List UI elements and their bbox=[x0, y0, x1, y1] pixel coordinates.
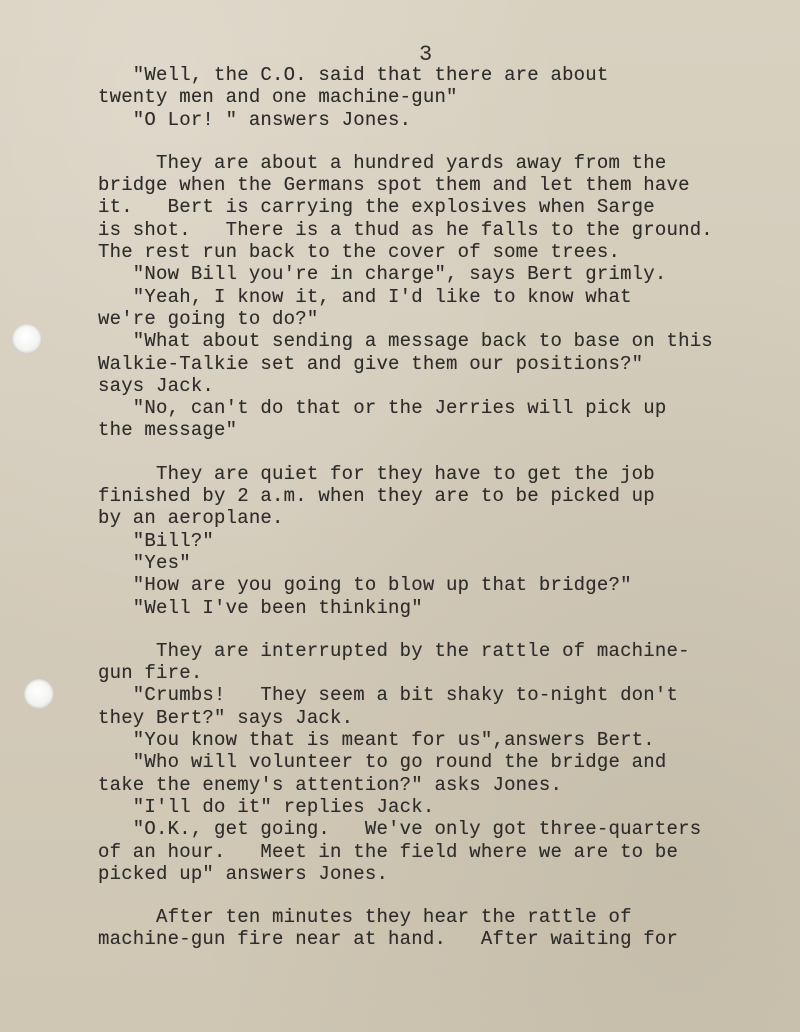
text-line: Walkie-Talkie set and give them our positions?" bbox=[98, 352, 644, 375]
text-line: is shot. There is a thud as he falls to the ground. bbox=[98, 218, 713, 241]
text-line: "I'll do it" replies Jack. bbox=[98, 795, 435, 818]
text-line: They are quiet for they have to get the job bbox=[98, 462, 655, 485]
text-line: finished by 2 a.m. when they are to be picked up bbox=[98, 485, 655, 508]
text-line: says Jack. bbox=[98, 374, 215, 397]
page-number: 3 bbox=[419, 42, 433, 67]
text-line: The rest run back to the cover of some trees. bbox=[98, 241, 621, 264]
text-line: of an hour. Meet in the field where we are to be bbox=[98, 840, 679, 863]
text-line: "No, can't do that or the Jerries will pick up bbox=[98, 397, 667, 420]
text-line: they Bert?" says Jack. bbox=[98, 706, 354, 729]
text-line: "Crumbs! They seem a bit shaky to-night don't bbox=[98, 684, 679, 707]
blank-line bbox=[98, 131, 788, 152]
text-line: They are about a hundred yards away from the bbox=[98, 151, 667, 174]
text-line: "You know that is meant for us",answers Bert. bbox=[98, 729, 655, 752]
text-line: "How are you going to blow up that bridge?" bbox=[98, 574, 632, 597]
text-line: "Well I've been thinking" bbox=[98, 596, 423, 619]
punch-hole bbox=[24, 679, 54, 709]
text-line: "Yeah, I know it, and I'd like to know what bbox=[98, 285, 632, 308]
text-line: They are interrupted by the rattle of machine- bbox=[98, 639, 690, 662]
text-line: "O Lor! " answers Jones. bbox=[98, 108, 412, 131]
text-line: by an aeroplane. bbox=[98, 507, 284, 530]
punch-hole bbox=[12, 324, 42, 354]
text-line: we're going to do?" bbox=[98, 307, 319, 330]
text-line: "O.K., get going. We've only got three-quarters bbox=[98, 818, 702, 841]
text-line: picked up" answers Jones. bbox=[98, 862, 389, 885]
text-line: the message" bbox=[98, 419, 238, 442]
text-line: machine-gun fire near at hand. After waiting for bbox=[98, 928, 679, 951]
text-line: "Well, the C.O. said that there are about bbox=[98, 64, 609, 86]
story-text bbox=[98, 64, 788, 951]
text-line: "What about sending a message back to base on this bbox=[98, 330, 713, 353]
text-line: "Who will volunteer to go round the bridge and bbox=[98, 751, 667, 774]
text-line: gun fire. bbox=[98, 662, 203, 685]
text-line: "Bill?" bbox=[98, 529, 215, 552]
text-line: After ten minutes they hear the rattle of bbox=[98, 906, 632, 929]
text-line: bridge when the Germans spot them and let them have bbox=[98, 174, 690, 197]
text-line: take the enemy's attention?" asks Jones. bbox=[98, 773, 563, 796]
text-line: "Now Bill you're in charge", says Bert grimly. bbox=[98, 263, 667, 286]
blank-line bbox=[98, 442, 788, 463]
blank-line bbox=[98, 619, 788, 640]
text-line: "Yes" bbox=[98, 551, 191, 574]
blank-line bbox=[98, 885, 788, 906]
text-line: it. Bert is carrying the explosives when Sarge bbox=[98, 196, 655, 219]
text-line: twenty men and one machine-gun" bbox=[98, 86, 458, 109]
